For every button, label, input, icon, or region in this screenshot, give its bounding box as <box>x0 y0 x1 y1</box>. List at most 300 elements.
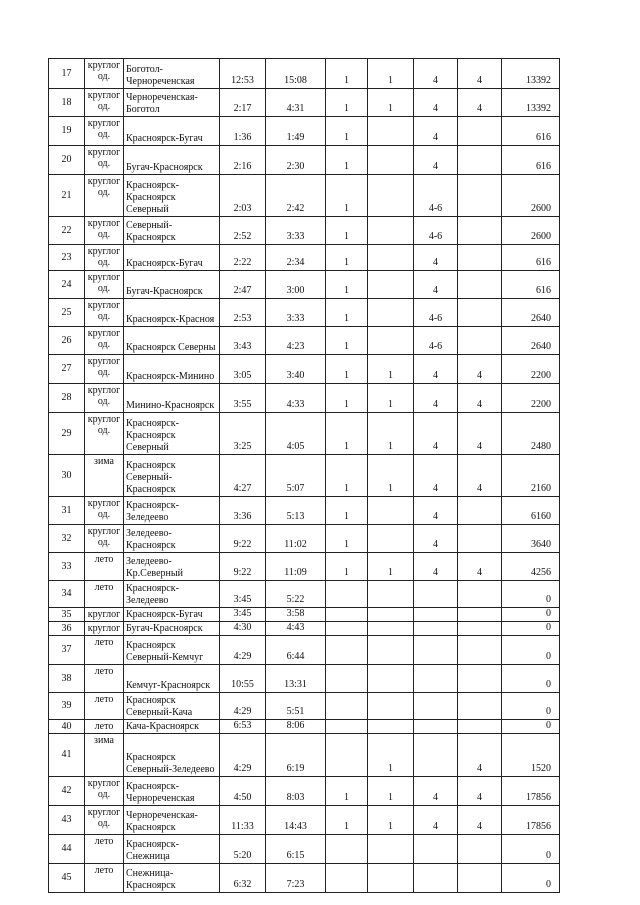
arrival-time: 2:42 <box>266 175 326 217</box>
count-cell-3: 4-6 <box>414 299 458 327</box>
season-cell-line: лето <box>94 865 114 876</box>
count-cell-3: 4 <box>414 497 458 525</box>
departure-time: 9:22 <box>220 553 266 581</box>
count-cell-3: 4 <box>414 525 458 553</box>
season-cell-line: круглог <box>87 807 121 818</box>
route-cell-line: Северный- <box>126 472 173 483</box>
amount-cell: 3640 <box>502 525 560 553</box>
count-cell-2 <box>368 117 414 146</box>
departure-time: 4:29 <box>220 636 266 665</box>
season-cell-line: од. <box>97 818 111 829</box>
schedule-table <box>48 58 560 893</box>
route-cell <box>124 553 220 581</box>
route-cell-line: Бугач-Красноярск <box>126 286 203 297</box>
departure-time: 3:55 <box>220 384 266 413</box>
route-cell-line: Боготол- <box>126 64 163 75</box>
season-cell-line: од. <box>97 396 111 407</box>
count-cell-4 <box>458 693 502 720</box>
departure-time: 4:30 <box>220 622 266 636</box>
season-cell <box>85 217 124 245</box>
route-cell-line: Красноярск-Бугач <box>126 609 203 620</box>
count-cell-2 <box>368 665 414 693</box>
season-cell-line: круглог <box>87 60 121 71</box>
season-cell-line: круглог <box>87 272 121 283</box>
season-cell-line: круглог <box>87 414 121 425</box>
count-cell-3: 4 <box>414 455 458 497</box>
table-row <box>49 413 560 455</box>
count-cell-3 <box>414 835 458 864</box>
count-cell-1 <box>326 835 368 864</box>
route-cell <box>124 355 220 384</box>
route-cell-line: Красноярск <box>126 880 176 891</box>
route-cell-line: Снежница- <box>126 868 174 879</box>
season-cell <box>85 720 124 734</box>
row-number: 28 <box>49 384 85 413</box>
season-cell <box>85 693 124 720</box>
amount-cell: 2640 <box>502 299 560 327</box>
season-cell-line: лето <box>94 666 114 677</box>
route-cell-line: Бугач-Красноярск <box>126 162 203 173</box>
route-cell <box>124 455 220 497</box>
season-cell-line: круглог <box>87 118 121 129</box>
season-cell <box>85 117 124 146</box>
season-cell-line: од. <box>97 129 111 140</box>
row-number: 40 <box>49 720 85 734</box>
row-number: 41 <box>49 734 85 777</box>
amount-cell: 13392 <box>502 59 560 89</box>
count-cell-2 <box>368 622 414 636</box>
departure-time: 9:22 <box>220 525 266 553</box>
route-cell-line: Красноярск-Красноя <box>126 314 215 325</box>
count-cell-3: 4-6 <box>414 175 458 217</box>
table-row <box>49 720 560 734</box>
arrival-time: 1:49 <box>266 117 326 146</box>
season-cell <box>85 355 124 384</box>
count-cell-4 <box>458 608 502 622</box>
count-cell-4: 4 <box>458 355 502 384</box>
route-cell-line <box>126 388 217 400</box>
arrival-time: 11:02 <box>266 525 326 553</box>
table-row <box>49 217 560 245</box>
count-cell-3 <box>414 636 458 665</box>
count-cell-4: 4 <box>458 455 502 497</box>
arrival-time: 4:23 <box>266 327 326 355</box>
count-cell-2: 1 <box>368 413 414 455</box>
table-row <box>49 525 560 553</box>
season-cell-line: од. <box>97 158 111 169</box>
table-row <box>49 384 560 413</box>
route-cell-line: Красноярск- <box>126 839 179 850</box>
count-cell-3: 4 <box>414 89 458 117</box>
season-cell <box>85 59 124 89</box>
season-cell-line: од. <box>97 425 111 436</box>
season-cell-line: лето <box>94 836 114 847</box>
count-cell-3 <box>414 608 458 622</box>
count-cell-3: 4 <box>414 59 458 89</box>
amount-cell: 0 <box>502 720 560 734</box>
route-cell-line: Красноярск <box>126 460 176 471</box>
count-cell-3: 4 <box>414 355 458 384</box>
route-cell-line: Красноярск Северны <box>126 342 216 353</box>
departure-time: 2:17 <box>220 89 266 117</box>
amount-cell: 6160 <box>502 497 560 525</box>
arrival-time: 11:09 <box>266 553 326 581</box>
route-cell-line: Северный <box>126 442 169 453</box>
table-row <box>49 636 560 665</box>
table-row <box>49 175 560 217</box>
route-cell-line <box>126 274 217 286</box>
count-cell-2: 1 <box>368 734 414 777</box>
departure-time: 4:50 <box>220 777 266 806</box>
route-cell-line: Чернореченская <box>126 76 195 87</box>
row-number: 38 <box>49 665 85 693</box>
season-cell <box>85 89 124 117</box>
season-cell <box>85 299 124 327</box>
count-cell-3: 4 <box>414 413 458 455</box>
route-cell-line: Красноярск- <box>126 500 179 511</box>
route-cell <box>124 299 220 327</box>
route-cell <box>124 175 220 217</box>
row-number: 43 <box>49 806 85 835</box>
row-number: 37 <box>49 636 85 665</box>
season-cell <box>85 581 124 608</box>
route-cell <box>124 777 220 806</box>
route-cell-line: Красноярск <box>126 484 176 495</box>
route-cell-line: Бугач-Красноярск <box>126 623 203 634</box>
season-cell <box>85 734 124 777</box>
table-row <box>49 734 560 777</box>
route-cell-line <box>126 246 217 258</box>
row-number: 19 <box>49 117 85 146</box>
row-number: 27 <box>49 355 85 384</box>
amount-cell: 2200 <box>502 355 560 384</box>
arrival-time: 5:22 <box>266 581 326 608</box>
season-cell-line: од. <box>97 311 111 322</box>
route-cell-line: Красноярск- <box>126 583 179 594</box>
amount-cell: 17856 <box>502 806 560 835</box>
count-cell-1: 1 <box>326 175 368 217</box>
season-cell-line: од. <box>97 187 111 198</box>
count-cell-4 <box>458 217 502 245</box>
route-cell-line: Северный-Кемчуг <box>126 652 204 663</box>
season-cell <box>85 384 124 413</box>
route-cell-line: Красноярск <box>126 640 176 651</box>
count-cell-4: 4 <box>458 806 502 835</box>
route-cell-line: Красноярск <box>126 540 176 551</box>
count-cell-4: 4 <box>458 89 502 117</box>
season-cell <box>85 327 124 355</box>
season-cell <box>85 622 124 636</box>
route-cell-line: Красноярск- <box>126 180 179 191</box>
season-cell <box>85 455 124 497</box>
route-cell-line: Северный-Кача <box>126 707 193 718</box>
season-cell-line: круглог <box>87 176 121 187</box>
departure-time: 4:29 <box>220 693 266 720</box>
count-cell-2: 1 <box>368 455 414 497</box>
count-cell-4: 4 <box>458 59 502 89</box>
count-cell-2 <box>368 497 414 525</box>
table-row <box>49 245 560 271</box>
count-cell-3: 4 <box>414 271 458 299</box>
arrival-time: 4:31 <box>266 89 326 117</box>
row-number: 26 <box>49 327 85 355</box>
route-cell-line <box>126 668 217 680</box>
season-cell-line: круглог <box>87 498 121 509</box>
row-number: 32 <box>49 525 85 553</box>
count-cell-2 <box>368 525 414 553</box>
count-cell-2: 1 <box>368 553 414 581</box>
count-cell-1: 1 <box>326 271 368 299</box>
count-cell-4 <box>458 525 502 553</box>
count-cell-1 <box>326 622 368 636</box>
arrival-time: 5:13 <box>266 497 326 525</box>
row-number: 35 <box>49 608 85 622</box>
route-cell-line: Кемчуг-Красноярск <box>126 680 211 691</box>
table-row <box>49 146 560 175</box>
departure-time: 2:16 <box>220 146 266 175</box>
count-cell-2 <box>368 245 414 271</box>
arrival-time: 6:15 <box>266 835 326 864</box>
season-cell-line: круглог <box>87 147 121 158</box>
table-row <box>49 271 560 299</box>
row-number: 42 <box>49 777 85 806</box>
count-cell-1: 1 <box>326 59 368 89</box>
route-cell-line: Красноярск <box>126 752 176 763</box>
route-cell <box>124 581 220 608</box>
count-cell-2 <box>368 693 414 720</box>
route-cell <box>124 59 220 89</box>
route-cell <box>124 413 220 455</box>
season-cell <box>85 525 124 553</box>
arrival-time: 4:43 <box>266 622 326 636</box>
route-cell <box>124 864 220 893</box>
row-number: 44 <box>49 835 85 864</box>
route-cell-line: Красноярск <box>126 232 176 243</box>
amount-cell: 0 <box>502 864 560 893</box>
count-cell-2 <box>368 581 414 608</box>
arrival-time: 3:58 <box>266 608 326 622</box>
count-cell-3: 4 <box>414 117 458 146</box>
route-cell-line: Зеледеево <box>126 595 169 606</box>
count-cell-3: 4 <box>414 384 458 413</box>
count-cell-1: 1 <box>326 327 368 355</box>
season-cell-line: од. <box>97 283 111 294</box>
season-cell-line: од. <box>97 509 111 520</box>
route-cell-line: Снежница <box>126 851 170 862</box>
count-cell-2: 1 <box>368 355 414 384</box>
arrival-time: 4:05 <box>266 413 326 455</box>
table-row <box>49 777 560 806</box>
arrival-time: 13:31 <box>266 665 326 693</box>
count-cell-4 <box>458 299 502 327</box>
count-cell-4 <box>458 327 502 355</box>
route-cell-line: Красноярск- <box>126 781 179 792</box>
arrival-time: 8:03 <box>266 777 326 806</box>
departure-time: 2:03 <box>220 175 266 217</box>
arrival-time: 14:43 <box>266 806 326 835</box>
amount-cell: 2600 <box>502 175 560 217</box>
amount-cell: 0 <box>502 581 560 608</box>
count-cell-4 <box>458 720 502 734</box>
route-cell-line: Северный <box>126 204 169 215</box>
row-number: 45 <box>49 864 85 893</box>
row-number: 29 <box>49 413 85 455</box>
count-cell-4 <box>458 146 502 175</box>
count-cell-4: 4 <box>458 777 502 806</box>
route-cell <box>124 734 220 777</box>
count-cell-1: 1 <box>326 455 368 497</box>
season-cell-line: круглог <box>87 778 121 789</box>
row-number: 36 <box>49 622 85 636</box>
season-cell <box>85 146 124 175</box>
season-cell-line: од. <box>97 537 111 548</box>
season-cell <box>85 608 124 622</box>
departure-time: 2:22 <box>220 245 266 271</box>
count-cell-2 <box>368 608 414 622</box>
count-cell-3: 4 <box>414 777 458 806</box>
count-cell-4 <box>458 864 502 893</box>
route-cell-line: Кр.Северный <box>126 568 183 579</box>
count-cell-3: 4-6 <box>414 217 458 245</box>
departure-time: 6:53 <box>220 720 266 734</box>
count-cell-2 <box>368 636 414 665</box>
row-number: 22 <box>49 217 85 245</box>
route-cell <box>124 497 220 525</box>
season-cell <box>85 864 124 893</box>
route-cell <box>124 835 220 864</box>
count-cell-4: 4 <box>458 734 502 777</box>
count-cell-1: 1 <box>326 89 368 117</box>
route-cell-line <box>126 359 217 371</box>
count-cell-1: 1 <box>326 497 368 525</box>
arrival-time: 3:33 <box>266 217 326 245</box>
route-cell-line <box>126 330 217 342</box>
season-cell-line: круглог <box>87 623 121 634</box>
route-cell <box>124 525 220 553</box>
season-cell-line: круглог <box>87 328 121 339</box>
amount-cell: 1520 <box>502 734 560 777</box>
count-cell-2 <box>368 175 414 217</box>
season-cell-line: лето <box>94 582 114 593</box>
amount-cell: 0 <box>502 693 560 720</box>
count-cell-1: 1 <box>326 413 368 455</box>
arrival-time: 15:08 <box>266 59 326 89</box>
departure-time: 3:36 <box>220 497 266 525</box>
table-row <box>49 608 560 622</box>
route-cell <box>124 217 220 245</box>
route-cell <box>124 806 220 835</box>
season-cell <box>85 636 124 665</box>
route-cell <box>124 117 220 146</box>
amount-cell: 2640 <box>502 327 560 355</box>
count-cell-1: 1 <box>326 384 368 413</box>
season-cell-line: од. <box>97 229 111 240</box>
count-cell-1 <box>326 693 368 720</box>
amount-cell: 2160 <box>502 455 560 497</box>
amount-cell: 13392 <box>502 89 560 117</box>
season-cell <box>85 175 124 217</box>
season-cell <box>85 777 124 806</box>
route-cell <box>124 245 220 271</box>
arrival-time: 2:30 <box>266 146 326 175</box>
table-row <box>49 665 560 693</box>
count-cell-2 <box>368 864 414 893</box>
count-cell-1 <box>326 608 368 622</box>
season-cell-line: круглог <box>87 609 121 620</box>
count-cell-2: 1 <box>368 806 414 835</box>
amount-cell: 0 <box>502 608 560 622</box>
table-row <box>49 835 560 864</box>
departure-time: 2:47 <box>220 271 266 299</box>
arrival-time: 3:40 <box>266 355 326 384</box>
count-cell-3 <box>414 693 458 720</box>
route-cell-line <box>126 121 217 133</box>
count-cell-3: 4 <box>414 806 458 835</box>
count-cell-3: 4 <box>414 146 458 175</box>
departure-time: 3:05 <box>220 355 266 384</box>
table-row <box>49 553 560 581</box>
count-cell-4 <box>458 117 502 146</box>
season-cell <box>85 806 124 835</box>
count-cell-1: 1 <box>326 146 368 175</box>
season-cell-line: круглог <box>87 300 121 311</box>
route-cell-line: Красноярск <box>126 822 176 833</box>
season-cell-line: од. <box>97 789 111 800</box>
season-cell-line: круглог <box>87 356 121 367</box>
count-cell-1: 1 <box>326 245 368 271</box>
route-cell-line: Красноярск <box>126 430 176 441</box>
row-number: 24 <box>49 271 85 299</box>
count-cell-3 <box>414 734 458 777</box>
count-cell-3: 4-6 <box>414 327 458 355</box>
route-cell-line: Зеледеево <box>126 512 169 523</box>
season-cell <box>85 497 124 525</box>
route-cell <box>124 665 220 693</box>
route-cell-line: Красноярск-Минино <box>126 371 215 382</box>
count-cell-4 <box>458 622 502 636</box>
row-number: 33 <box>49 553 85 581</box>
route-cell-line: Чернореченская <box>126 793 195 804</box>
route-cell-line: Зеледеево- <box>126 556 172 567</box>
count-cell-2 <box>368 271 414 299</box>
count-cell-2 <box>368 299 414 327</box>
row-number: 23 <box>49 245 85 271</box>
count-cell-4: 4 <box>458 384 502 413</box>
route-cell-line: Красноярск- <box>126 418 179 429</box>
route-cell-line: Зеледеево- <box>126 528 172 539</box>
row-number: 30 <box>49 455 85 497</box>
route-cell <box>124 608 220 622</box>
departure-time: 3:25 <box>220 413 266 455</box>
arrival-time: 4:33 <box>266 384 326 413</box>
season-cell <box>85 413 124 455</box>
row-number: 39 <box>49 693 85 720</box>
count-cell-4 <box>458 271 502 299</box>
amount-cell: 616 <box>502 117 560 146</box>
departure-time: 3:45 <box>220 608 266 622</box>
route-cell-line: Чернореченская- <box>126 810 198 821</box>
season-cell-line: лето <box>94 637 114 648</box>
route-cell <box>124 720 220 734</box>
amount-cell: 2480 <box>502 413 560 455</box>
count-cell-1: 1 <box>326 117 368 146</box>
table-row <box>49 693 560 720</box>
route-cell-line: Северный- <box>126 220 173 231</box>
table-row <box>49 117 560 146</box>
count-cell-2 <box>368 720 414 734</box>
season-cell-line: лето <box>94 721 114 732</box>
route-cell <box>124 146 220 175</box>
